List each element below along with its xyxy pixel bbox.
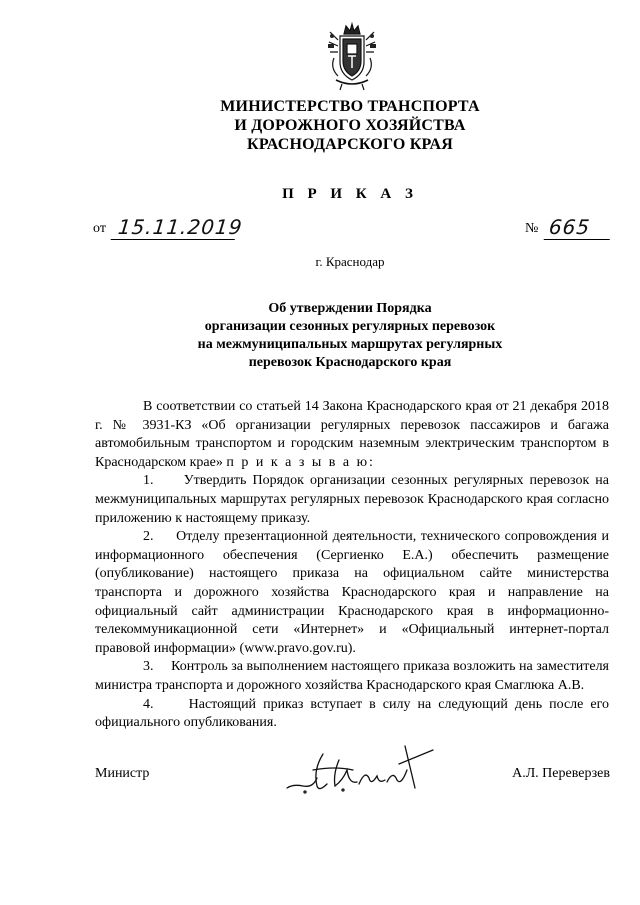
handwritten-number: 665: [544, 215, 613, 240]
ministry-name: [140, 97, 560, 154]
order-subject: [140, 300, 560, 372]
ministry-line-1: МИНИСТЕРСТВО ТРАНСПОРТА: [220, 98, 480, 115]
order-item-1: 1. Утвердить Порядок организации сезонных регулярных перевозок на межмуниципальных маршрутах регулярных перевозок Краснодарского края согласно приложению к настоящему приказу.: [95, 473, 609, 526]
ministry-line-3: КРАСНОДАРСКОГО КРАЯ: [247, 136, 453, 153]
signer-title: Министр: [95, 766, 150, 781]
order-title: П Р И К А З: [282, 186, 418, 202]
order-item-4: 4. Настоящий приказ вступает в силу на следующий день после его официального опубликования.: [95, 696, 609, 731]
signer-name: А.Л. Переверзев: [512, 766, 610, 781]
preamble-text: В соответствии со статьей 14 Закона Краснодарского края от 21 декабря 2018 г. № 3931-КЗ «Об организации регулярных перевозок пассажиров и багажа автомобильным транспортом и городским наземным электрическим транспортом в Краснодарском крае»: [95, 399, 609, 470]
handwritten-date: 15.11.2019: [111, 215, 238, 240]
preamble-directive: п р и к а з ы в а ю:: [226, 454, 375, 470]
city-line: г. Краснодар: [315, 254, 385, 269]
number-prefix: №: [525, 221, 539, 236]
coat-of-arms-emblem: [326, 22, 378, 92]
signature-block: [95, 740, 610, 800]
subject-line-4: перевозок Краснодарского края: [248, 355, 452, 370]
subject-line-1: Об утверждении Порядка: [268, 301, 432, 316]
order-date-number-row: [93, 215, 613, 241]
date-prefix: от: [93, 221, 106, 236]
preamble-paragraph: [95, 398, 609, 472]
handwritten-signature: [283, 740, 463, 800]
order-item-2: 2. Отделу презентационной деятельности, технического сопровождения и информационного обеспечения (Сергиенко Е.А.) обеспечить размещение (опубликование) настоящего приказа на официальном сайте министерства транспорта и дорожного хозяйства Краснодарского края и направление на официальный сайт администрации Краснодарского края в информационно-телекоммуникационной сети «Интернет» и «Официальный интернет-портал правовой информации» (www.pravo.gov.ru).: [95, 529, 609, 656]
order-item-3: 3. Контроль за выполнением настоящего приказа возложить на заместителя министра транспорта и дорожного хозяйства Краснодарского края Смаглюка А.В.: [95, 659, 609, 693]
subject-line-2: организации сезонных регулярных перевозок: [204, 319, 496, 334]
order-body: [95, 398, 609, 733]
ministry-line-2: И ДОРОЖНОГО ХОЗЯЙСТВА: [234, 117, 466, 134]
subject-line-3: на межмуниципальных маршрутах регулярных: [197, 337, 503, 352]
